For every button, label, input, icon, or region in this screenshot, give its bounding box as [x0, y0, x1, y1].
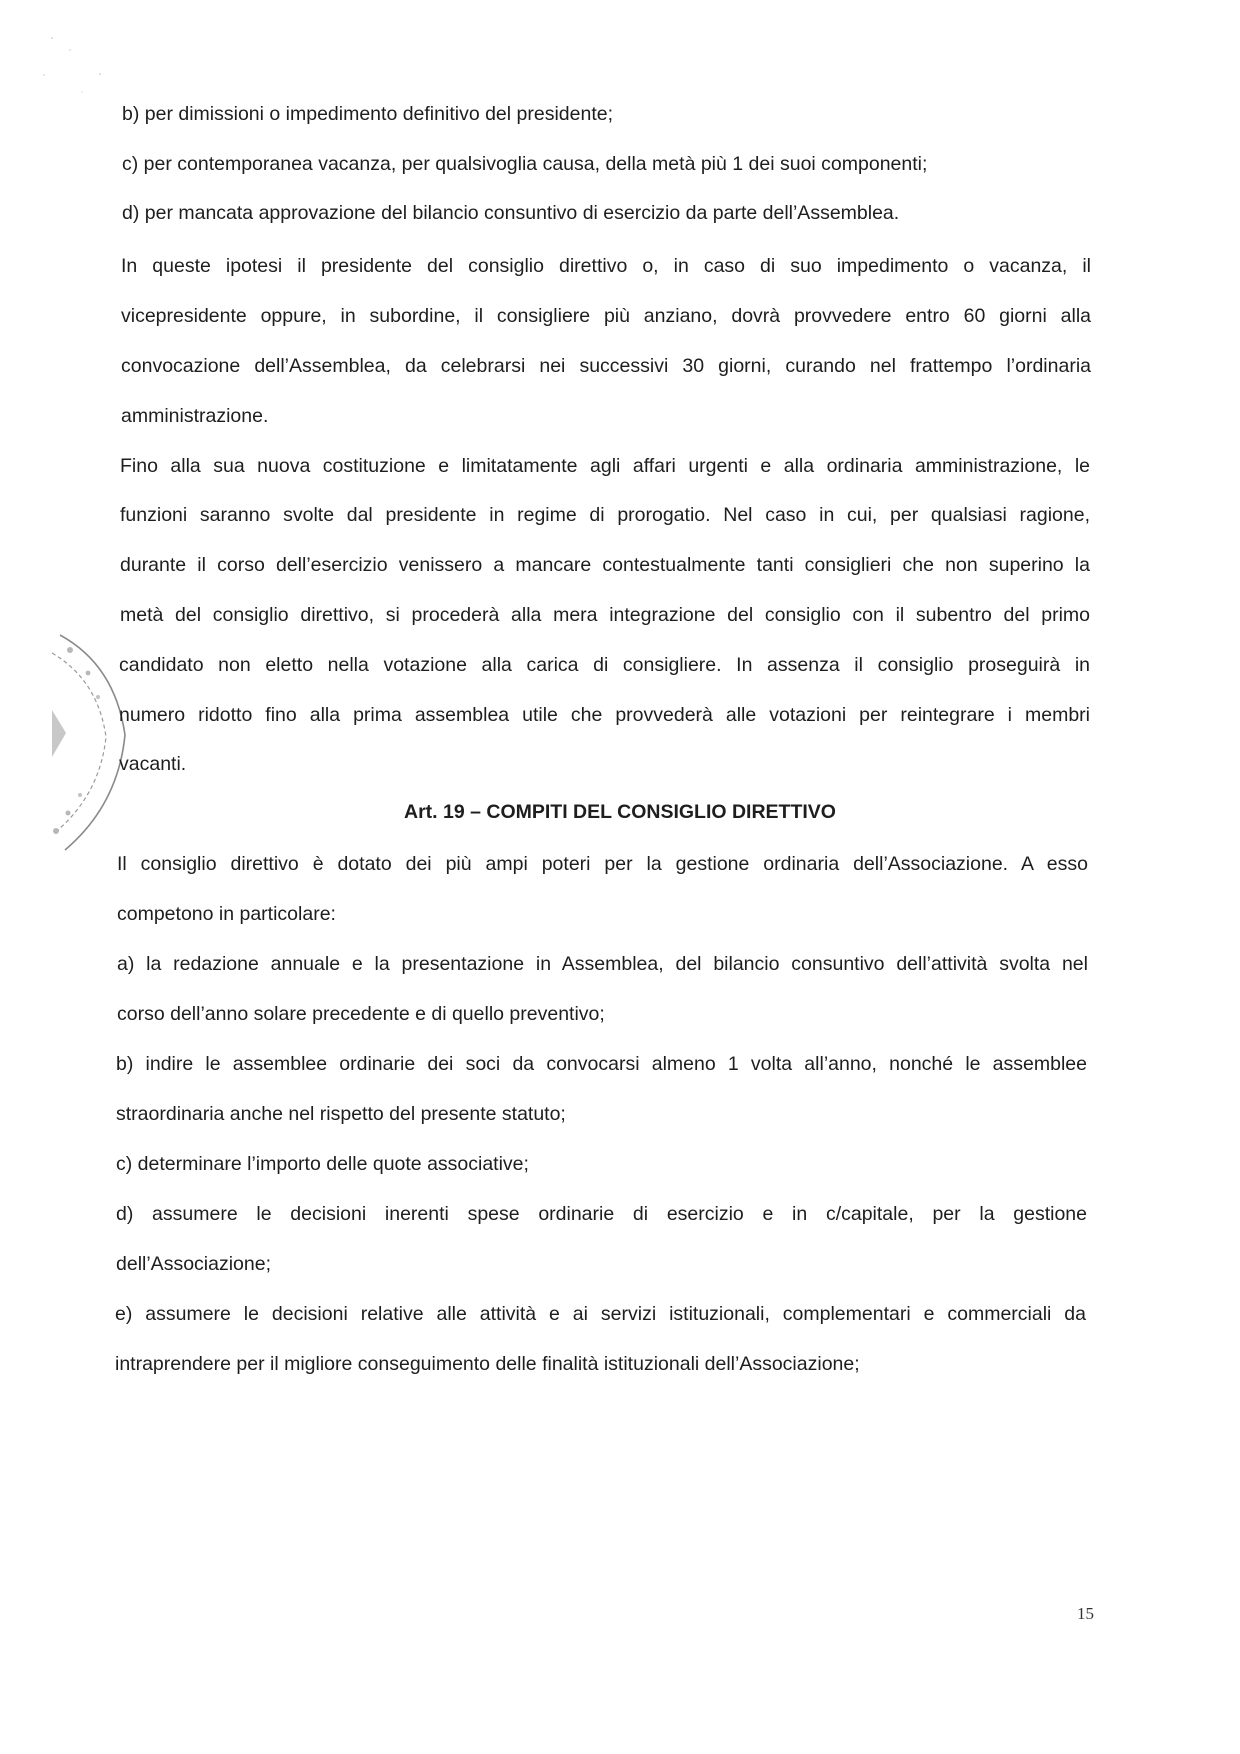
text-line-6: convocazione dell’Assemblea, da celebrarsi nei successivi 30 giorni, curando nel frattempo l’ordinaria — [121, 355, 1091, 377]
text-line-17: a) la redazione annuale e la presentazione in Assemblea, del bilancio consuntivo dell’attività svolta nel — [117, 953, 1088, 975]
article-heading: Art. 19 – COMPITI DEL CONSIGLIO DIRETTIVO — [404, 801, 836, 823]
text-line-13: numero ridotto fino alla prima assemblea utile che provvederà alle votazioni per reintegrare i membri — [119, 704, 1090, 726]
text-line-19: b) indire le assemblee ordinarie dei soci da convocarsi almeno 1 volta all’anno, nonché le assemblee — [116, 1053, 1087, 1075]
text-line-11: metà del consiglio direttivo, si procederà alla mera integrazione del consiglio con il subentro del primo — [120, 604, 1090, 626]
text-line-9: funzioni saranno svolte dal presidente in regime di prorogatio. Nel caso in cui, per qualsiasi ragione, — [120, 504, 1090, 526]
text-line-5: vicepresidente oppure, in subordine, il consigliere più anziano, dovrà provvedere entro 60 giorni alla — [121, 305, 1091, 327]
text-line-8: Fino alla sua nuova costituzione e limitatamente agli affari urgenti e alla ordinaria amministrazione, le — [120, 455, 1090, 477]
text-line-7: amministrazione. — [121, 405, 269, 427]
text-line-15: Il consiglio direttivo è dotato dei più ampi poteri per la gestione ordinaria dell’Associazione. A esso — [117, 853, 1088, 875]
text-line-10: durante il corso dell’esercizio venissero a mancare contestualmente tanti consiglieri che non superino la — [120, 554, 1090, 576]
text-line-23: dell’Associazione; — [116, 1253, 272, 1275]
text-line-25: intraprendere per il migliore conseguimento delle finalità istituzionali dell’Associazione; — [115, 1353, 860, 1375]
text-line-2: c) per contemporanea vacanza, per qualsivoglia causa, della metà più 1 dei suoi componenti; — [122, 153, 928, 175]
page-number: 15 — [1077, 1604, 1094, 1623]
text-line-20: straordinaria anche nel rispetto del presente statuto; — [116, 1103, 566, 1125]
text-line-3: d) per mancata approvazione del bilancio consuntivo di esercizio da parte dell’Assemblea. — [122, 202, 900, 224]
text-line-1: b) per dimissioni o impedimento definitivo del presidente; — [122, 103, 614, 125]
text-line-24: e) assumere le decisioni relative alle attività e ai servizi istituzionali, complementari e commerciali da — [115, 1303, 1086, 1325]
text-line-22: d) assumere le decisioni inerenti spese ordinarie di esercizio e in c/capitale, per la gestione — [116, 1203, 1087, 1225]
text-line-21: c) determinare l’importo delle quote associative; — [116, 1153, 529, 1175]
text-line-16: competono in particolare: — [117, 903, 336, 925]
scan-specks — [30, 30, 120, 100]
text-line-18: corso dell’anno solare precedente e di quello preventivo; — [117, 1003, 605, 1025]
text-line-4: In queste ipotesi il presidente del consiglio direttivo o, in caso di suo impedimento o vacanza, il — [121, 255, 1091, 277]
text-line-12: candidato non eletto nella votazione alla carica di consigliere. In assenza il consiglio proseguirà in — [119, 654, 1090, 676]
text-line-14: vacanti. — [119, 753, 187, 775]
